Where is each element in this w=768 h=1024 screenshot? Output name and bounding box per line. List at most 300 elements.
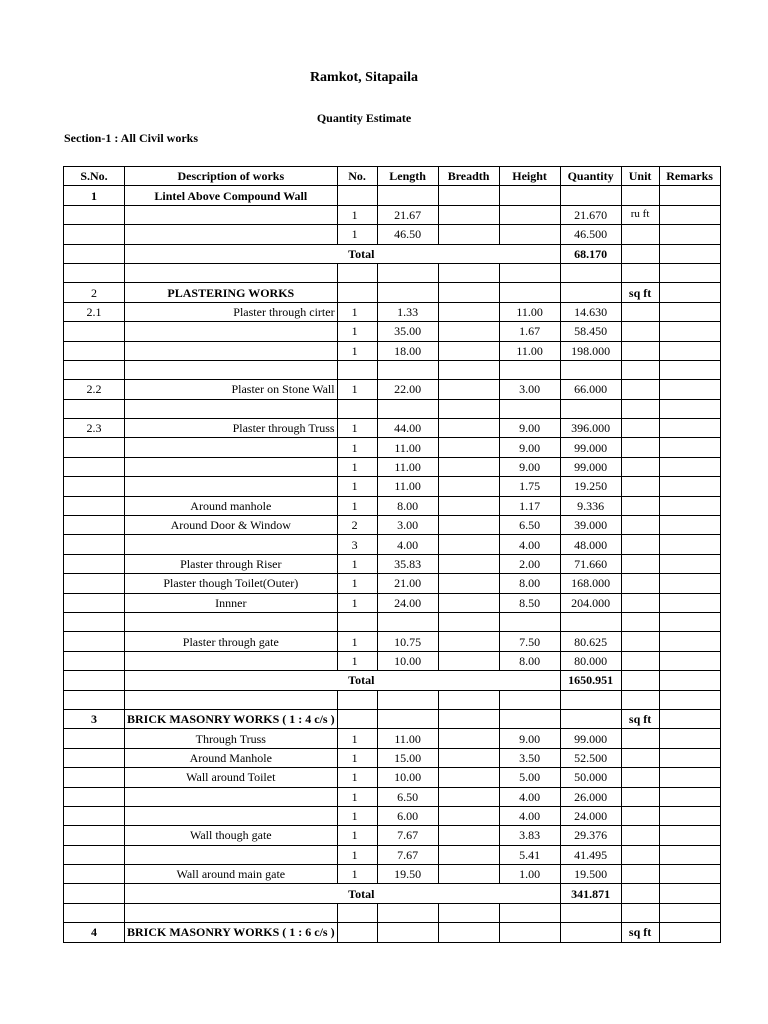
- description-cell: [125, 205, 338, 224]
- col-header-description: Description of works: [125, 167, 338, 186]
- length-cell: 7.67: [377, 826, 438, 845]
- no-cell: 1: [337, 651, 377, 670]
- height-cell: 6.50: [499, 516, 560, 535]
- unit-cell: [621, 884, 659, 903]
- breadth-cell: [438, 593, 499, 612]
- table-row: [64, 632, 721, 651]
- no-cell: 1: [337, 457, 377, 476]
- no-cell: 1: [337, 380, 377, 399]
- no-cell: [337, 709, 377, 728]
- unit-cell: [621, 651, 659, 670]
- table-row: [64, 748, 721, 767]
- total-row: [64, 671, 721, 690]
- unit-cell: [621, 593, 659, 612]
- breadth-cell: [438, 923, 499, 942]
- sno-cell: [64, 593, 125, 612]
- spacer-row: [64, 399, 721, 418]
- unit-cell: [621, 671, 659, 690]
- empty-cell: [377, 690, 438, 709]
- unit-cell: [621, 535, 659, 554]
- description-cell: Plaster through gate: [125, 632, 338, 651]
- empty-cell: [64, 903, 125, 922]
- description-cell: Around Manhole: [125, 748, 338, 767]
- table-row: [64, 477, 721, 496]
- remarks-cell: [659, 671, 720, 690]
- sno-cell: [64, 632, 125, 651]
- breadth-cell: [438, 186, 499, 205]
- unit-cell: [621, 302, 659, 321]
- description-cell: Around Door & Window: [125, 516, 338, 535]
- empty-cell: [337, 399, 377, 418]
- spacer-row: [64, 360, 721, 379]
- height-cell: 8.00: [499, 651, 560, 670]
- quantity-cell: 52.500: [560, 748, 621, 767]
- table-row: [64, 457, 721, 476]
- length-cell: 35.83: [377, 554, 438, 573]
- height-cell: 8.50: [499, 593, 560, 612]
- length-cell: [377, 923, 438, 942]
- length-cell: 4.00: [377, 535, 438, 554]
- col-header-unit: Unit: [621, 167, 659, 186]
- unit-cell: [621, 554, 659, 573]
- table-row: [64, 923, 721, 942]
- col-header-height: Height: [499, 167, 560, 186]
- description-cell: [125, 322, 338, 341]
- empty-cell: [125, 903, 338, 922]
- sno-cell: [64, 884, 125, 903]
- empty-cell: [125, 690, 338, 709]
- no-cell: 1: [337, 341, 377, 360]
- sno-cell: 2.1: [64, 302, 125, 321]
- unit-cell: sq ft: [621, 283, 659, 302]
- empty-cell: [659, 399, 720, 418]
- breadth-cell: [438, 651, 499, 670]
- empty-cell: [621, 360, 659, 379]
- description-cell: Around manhole: [125, 496, 338, 515]
- empty-cell: [560, 903, 621, 922]
- table-row: [64, 322, 721, 341]
- height-cell: 4.00: [499, 806, 560, 825]
- no-cell: 1: [337, 477, 377, 496]
- no-cell: 1: [337, 748, 377, 767]
- empty-cell: [499, 612, 560, 631]
- sno-cell: [64, 341, 125, 360]
- table-header-row: [64, 167, 721, 186]
- height-cell: 1.75: [499, 477, 560, 496]
- remarks-cell: [659, 768, 720, 787]
- empty-cell: [438, 399, 499, 418]
- breadth-cell: [438, 709, 499, 728]
- unit-cell: [621, 419, 659, 438]
- table-row: [64, 419, 721, 438]
- breadth-cell: [438, 205, 499, 224]
- sno-cell: [64, 574, 125, 593]
- sno-cell: [64, 322, 125, 341]
- sno-cell: 4: [64, 923, 125, 942]
- quantity-cell: [560, 186, 621, 205]
- breadth-cell: [438, 438, 499, 457]
- no-cell: 1: [337, 826, 377, 845]
- unit-cell: [621, 516, 659, 535]
- sno-cell: [64, 826, 125, 845]
- description-cell: [125, 845, 338, 864]
- height-cell: [499, 186, 560, 205]
- table-row: [64, 826, 721, 845]
- table-row: [64, 341, 721, 360]
- sno-cell: [64, 205, 125, 224]
- breadth-cell: [438, 806, 499, 825]
- table-row: [64, 438, 721, 457]
- quantity-cell: 71.660: [560, 554, 621, 573]
- length-cell: 21.00: [377, 574, 438, 593]
- description-cell: [125, 457, 338, 476]
- empty-cell: [659, 612, 720, 631]
- total-label: Total: [125, 884, 561, 903]
- empty-cell: [499, 360, 560, 379]
- height-cell: 3.83: [499, 826, 560, 845]
- no-cell: 1: [337, 768, 377, 787]
- quantity-estimate-table: [63, 166, 721, 943]
- breadth-cell: [438, 283, 499, 302]
- remarks-cell: [659, 554, 720, 573]
- empty-cell: [560, 690, 621, 709]
- empty-cell: [377, 903, 438, 922]
- description-cell: [125, 477, 338, 496]
- quantity-cell: 99.000: [560, 457, 621, 476]
- remarks-cell: [659, 787, 720, 806]
- breadth-cell: [438, 516, 499, 535]
- height-cell: [499, 709, 560, 728]
- no-cell: 3: [337, 535, 377, 554]
- empty-cell: [560, 612, 621, 631]
- unit-cell: [621, 225, 659, 244]
- empty-cell: [659, 690, 720, 709]
- empty-cell: [125, 612, 338, 631]
- sno-cell: [64, 768, 125, 787]
- remarks-cell: [659, 341, 720, 360]
- table-row: [64, 186, 721, 205]
- unit-cell: [621, 787, 659, 806]
- breadth-cell: [438, 341, 499, 360]
- description-cell: Plaster though Toilet(Outer): [125, 574, 338, 593]
- sno-cell: [64, 225, 125, 244]
- col-header-quantity: Quantity: [560, 167, 621, 186]
- height-cell: 1.17: [499, 496, 560, 515]
- breadth-cell: [438, 322, 499, 341]
- no-cell: [337, 186, 377, 205]
- length-cell: 15.00: [377, 748, 438, 767]
- length-cell: 24.00: [377, 593, 438, 612]
- quantity-cell: 58.450: [560, 322, 621, 341]
- length-cell: 6.00: [377, 806, 438, 825]
- remarks-cell: [659, 283, 720, 302]
- description-cell: [125, 651, 338, 670]
- description-cell: Plaster on Stone Wall: [125, 380, 338, 399]
- no-cell: 1: [337, 593, 377, 612]
- quantity-cell: 19.500: [560, 865, 621, 884]
- length-cell: 10.75: [377, 632, 438, 651]
- quantity-cell: 46.500: [560, 225, 621, 244]
- length-cell: 11.00: [377, 457, 438, 476]
- height-cell: 4.00: [499, 535, 560, 554]
- length-cell: 18.00: [377, 341, 438, 360]
- no-cell: 1: [337, 438, 377, 457]
- empty-cell: [438, 612, 499, 631]
- empty-cell: [659, 263, 720, 282]
- sno-cell: [64, 535, 125, 554]
- quantity-cell: 66.000: [560, 380, 621, 399]
- quantity-cell: 198.000: [560, 341, 621, 360]
- spacer-row: [64, 903, 721, 922]
- remarks-cell: [659, 477, 720, 496]
- no-cell: 1: [337, 632, 377, 651]
- table-row: [64, 225, 721, 244]
- quantity-cell: 50.000: [560, 768, 621, 787]
- remarks-cell: [659, 593, 720, 612]
- breadth-cell: [438, 845, 499, 864]
- empty-cell: [125, 399, 338, 418]
- sno-cell: [64, 477, 125, 496]
- length-cell: 11.00: [377, 477, 438, 496]
- col-header-sno: S.No.: [64, 167, 125, 186]
- unit-cell: [621, 341, 659, 360]
- no-cell: 2: [337, 516, 377, 535]
- table-row: [64, 806, 721, 825]
- sno-cell: 3: [64, 709, 125, 728]
- remarks-cell: [659, 302, 720, 321]
- table-row: [64, 768, 721, 787]
- table-row: [64, 554, 721, 573]
- no-cell: 1: [337, 845, 377, 864]
- unit-cell: [621, 845, 659, 864]
- sno-cell: [64, 554, 125, 573]
- unit-cell: sq ft: [621, 923, 659, 942]
- quantity-cell: 168.000: [560, 574, 621, 593]
- quantity-cell: [560, 923, 621, 942]
- empty-cell: [377, 399, 438, 418]
- empty-cell: [621, 263, 659, 282]
- empty-cell: [621, 612, 659, 631]
- length-cell: 11.00: [377, 438, 438, 457]
- height-cell: 9.00: [499, 419, 560, 438]
- quantity-cell: 21.670: [560, 205, 621, 224]
- breadth-cell: [438, 768, 499, 787]
- description-cell: [125, 535, 338, 554]
- sno-cell: 2.2: [64, 380, 125, 399]
- length-cell: 1.33: [377, 302, 438, 321]
- no-cell: [337, 923, 377, 942]
- empty-cell: [438, 360, 499, 379]
- empty-cell: [560, 399, 621, 418]
- height-cell: 1.67: [499, 322, 560, 341]
- unit-cell: [621, 826, 659, 845]
- table-row: [64, 574, 721, 593]
- empty-cell: [64, 612, 125, 631]
- unit-cell: [621, 477, 659, 496]
- remarks-cell: [659, 244, 720, 263]
- length-cell: [377, 709, 438, 728]
- description-cell: BRICK MASONRY WORKS ( 1 : 4 c/s ): [125, 709, 338, 728]
- description-cell: Wall though gate: [125, 826, 338, 845]
- no-cell: 1: [337, 302, 377, 321]
- unit-cell: [621, 380, 659, 399]
- unit-cell: [621, 457, 659, 476]
- empty-cell: [438, 903, 499, 922]
- col-header-remarks: Remarks: [659, 167, 720, 186]
- breadth-cell: [438, 535, 499, 554]
- height-cell: 5.41: [499, 845, 560, 864]
- total-label: Total: [125, 244, 561, 263]
- empty-cell: [377, 263, 438, 282]
- total-quantity: 68.170: [560, 244, 621, 263]
- empty-cell: [377, 360, 438, 379]
- height-cell: [499, 283, 560, 302]
- document-title: Ramkot, Sitapaila: [309, 70, 419, 85]
- empty-cell: [337, 612, 377, 631]
- empty-cell: [659, 903, 720, 922]
- empty-cell: [499, 263, 560, 282]
- col-header-breadth: Breadth: [438, 167, 499, 186]
- sno-cell: [64, 457, 125, 476]
- remarks-cell: [659, 729, 720, 748]
- height-cell: 9.00: [499, 729, 560, 748]
- length-cell: 44.00: [377, 419, 438, 438]
- remarks-cell: [659, 884, 720, 903]
- description-cell: [125, 806, 338, 825]
- remarks-cell: [659, 845, 720, 864]
- sno-cell: [64, 651, 125, 670]
- empty-cell: [337, 360, 377, 379]
- sno-cell: 1: [64, 186, 125, 205]
- height-cell: 9.00: [499, 457, 560, 476]
- table-row: [64, 380, 721, 399]
- description-cell: Through Truss: [125, 729, 338, 748]
- breadth-cell: [438, 225, 499, 244]
- remarks-cell: [659, 419, 720, 438]
- breadth-cell: [438, 477, 499, 496]
- no-cell: 1: [337, 419, 377, 438]
- breadth-cell: [438, 554, 499, 573]
- quantity-cell: 396.000: [560, 419, 621, 438]
- no-cell: 1: [337, 225, 377, 244]
- quantity-cell: [560, 283, 621, 302]
- length-cell: 21.67: [377, 205, 438, 224]
- unit-cell: sq ft: [621, 709, 659, 728]
- quantity-cell: 41.495: [560, 845, 621, 864]
- height-cell: 3.50: [499, 748, 560, 767]
- breadth-cell: [438, 632, 499, 651]
- breadth-cell: [438, 748, 499, 767]
- breadth-cell: [438, 787, 499, 806]
- quantity-cell: 204.000: [560, 593, 621, 612]
- total-label: Total: [125, 671, 561, 690]
- breadth-cell: [438, 574, 499, 593]
- length-cell: 22.00: [377, 380, 438, 399]
- quantity-cell: 19.250: [560, 477, 621, 496]
- section-title: Section-1 : All Civil works: [64, 131, 198, 145]
- remarks-cell: [659, 205, 720, 224]
- empty-cell: [560, 360, 621, 379]
- length-cell: 46.50: [377, 225, 438, 244]
- length-cell: 10.00: [377, 651, 438, 670]
- table-row: [64, 593, 721, 612]
- empty-cell: [64, 360, 125, 379]
- remarks-cell: [659, 186, 720, 205]
- unit-cell: [621, 322, 659, 341]
- empty-cell: [499, 903, 560, 922]
- table-row: [64, 787, 721, 806]
- unit-cell: [621, 729, 659, 748]
- table-row: [64, 205, 721, 224]
- no-cell: 1: [337, 205, 377, 224]
- sno-cell: [64, 865, 125, 884]
- quantity-cell: 9.336: [560, 496, 621, 515]
- quantity-cell: 29.376: [560, 826, 621, 845]
- table-row: [64, 516, 721, 535]
- height-cell: 2.00: [499, 554, 560, 573]
- table-row: [64, 651, 721, 670]
- no-cell: 1: [337, 496, 377, 515]
- remarks-cell: [659, 225, 720, 244]
- table-row: [64, 865, 721, 884]
- length-cell: 6.50: [377, 787, 438, 806]
- empty-cell: [64, 399, 125, 418]
- quantity-cell: 80.000: [560, 651, 621, 670]
- height-cell: 11.00: [499, 302, 560, 321]
- breadth-cell: [438, 419, 499, 438]
- table-row: [64, 496, 721, 515]
- remarks-cell: [659, 322, 720, 341]
- unit-cell: [621, 438, 659, 457]
- sno-cell: [64, 729, 125, 748]
- remarks-cell: [659, 380, 720, 399]
- remarks-cell: [659, 535, 720, 554]
- col-header-length: Length: [377, 167, 438, 186]
- description-cell: BRICK MASONRY WORKS ( 1 : 6 c/s ): [125, 923, 338, 942]
- no-cell: 1: [337, 787, 377, 806]
- table-row: [64, 729, 721, 748]
- unit-cell: [621, 186, 659, 205]
- length-cell: 19.50: [377, 865, 438, 884]
- quantity-cell: 24.000: [560, 806, 621, 825]
- empty-cell: [64, 263, 125, 282]
- quantity-cell: [560, 709, 621, 728]
- spacer-row: [64, 690, 721, 709]
- length-cell: 7.67: [377, 845, 438, 864]
- description-cell: Wall around main gate: [125, 865, 338, 884]
- empty-cell: [621, 903, 659, 922]
- height-cell: 5.00: [499, 768, 560, 787]
- sno-cell: [64, 244, 125, 263]
- description-cell: Plaster through cirter: [125, 302, 338, 321]
- height-cell: 4.00: [499, 787, 560, 806]
- no-cell: 1: [337, 865, 377, 884]
- sno-cell: [64, 516, 125, 535]
- empty-cell: [659, 360, 720, 379]
- empty-cell: [499, 690, 560, 709]
- empty-cell: [621, 399, 659, 418]
- remarks-cell: [659, 806, 720, 825]
- unit-cell: ru ft: [621, 205, 659, 224]
- height-cell: [499, 923, 560, 942]
- breadth-cell: [438, 729, 499, 748]
- breadth-cell: [438, 496, 499, 515]
- document-subtitle: Quantity Estimate: [316, 111, 412, 125]
- total-row: [64, 244, 721, 263]
- description-cell: [125, 225, 338, 244]
- remarks-cell: [659, 709, 720, 728]
- no-cell: 1: [337, 574, 377, 593]
